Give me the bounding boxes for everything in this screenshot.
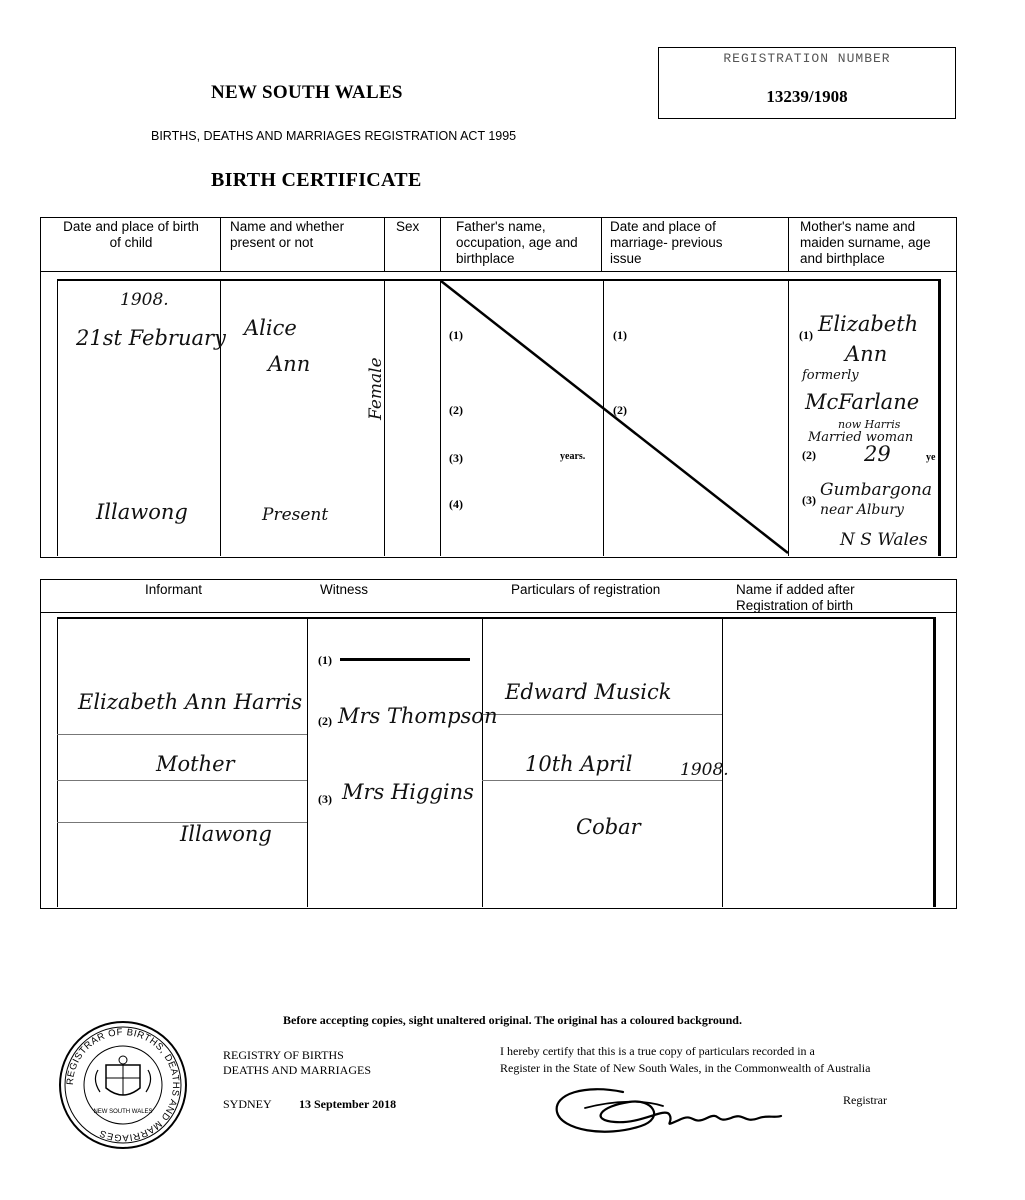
certification-line1: I hereby certify that this is a true copy of particulars recorded in a bbox=[500, 1044, 815, 1058]
father-item-number: (3) bbox=[449, 451, 463, 465]
registration-number-label: REGISTRATION NUMBER bbox=[723, 51, 891, 66]
ledger-rule bbox=[57, 734, 307, 735]
mother-birthplace: Gumbargona bbox=[820, 480, 932, 500]
certificate-title: BIRTH CERTIFICATE bbox=[211, 169, 422, 191]
registration-details-table bbox=[40, 579, 957, 909]
mother-age-unit: ye bbox=[926, 452, 936, 463]
witness-name: Mrs Thompson bbox=[338, 704, 498, 728]
registration-date: 10th April bbox=[525, 752, 633, 776]
table1-header-divider bbox=[788, 217, 789, 272]
registry-name-line2: DEATHS AND MARRIAGES bbox=[223, 1063, 372, 1077]
witness-item-number: (3) bbox=[318, 792, 332, 806]
state-title: NEW SOUTH WALES bbox=[211, 82, 403, 103]
ledger-rule bbox=[482, 714, 722, 715]
registrar-signature-image bbox=[545, 1078, 785, 1148]
mother-second-name: Ann bbox=[845, 342, 888, 366]
column-header-date-place: Date and place of birth of child bbox=[63, 219, 199, 250]
mother-first-name: Elizabeth bbox=[818, 312, 919, 336]
column-header-marriage: Date and place of marriage- previous issue bbox=[610, 219, 723, 266]
mother-item-number: (2) bbox=[802, 448, 816, 462]
witness-blank-line bbox=[340, 658, 470, 661]
table1-header-divider bbox=[220, 217, 221, 272]
registrar-label: Registrar bbox=[843, 1093, 887, 1107]
seal-text: REGISTRAR OF BIRTHS, DEATHS AND MARRIAGES bbox=[64, 1026, 182, 1144]
ledger-rule bbox=[57, 617, 58, 907]
ledger-rule bbox=[307, 617, 308, 907]
authenticity-note: Before accepting copies, sight unaltered original. The original has a coloured background. bbox=[283, 1013, 742, 1027]
registry-seal bbox=[58, 1020, 188, 1150]
birth-date: 21st February bbox=[76, 326, 226, 350]
ledger-rule bbox=[220, 279, 221, 556]
registry-name-line1: REGISTRY OF BIRTHS bbox=[223, 1048, 344, 1062]
child-sex: Female bbox=[366, 357, 386, 420]
ledger-rule bbox=[933, 617, 936, 907]
father-item-number: (4) bbox=[449, 497, 463, 511]
column-header-witness: Witness bbox=[320, 582, 369, 597]
seal-inner-text: NEW SOUTH WALES bbox=[93, 1109, 153, 1115]
table1-header-divider bbox=[40, 271, 957, 272]
ledger-rule bbox=[482, 617, 483, 907]
informant-place: Illawong bbox=[180, 822, 272, 846]
mother-birthplace-state: N S Wales bbox=[840, 530, 928, 550]
ledger-rule bbox=[938, 279, 941, 556]
father-item-number: (2) bbox=[449, 403, 463, 417]
column-header-name-added: Name if added after Registration of birth bbox=[736, 582, 855, 613]
marriage-item-number: (2) bbox=[613, 403, 627, 417]
column-header-sex: Sex bbox=[396, 219, 420, 234]
column-header-mother: Mother's name and maiden surname, age and birthplace bbox=[800, 219, 931, 266]
certification-line2: Register in the State of New South Wales, in the Commonwealth of Australia bbox=[500, 1061, 871, 1075]
registration-number-box bbox=[658, 47, 956, 119]
mother-now: now Harris bbox=[838, 418, 901, 431]
child-first-name: Alice bbox=[244, 316, 297, 340]
registration-place: Cobar bbox=[576, 815, 641, 839]
registration-number: 13239/1908 bbox=[766, 87, 848, 106]
witness-item-number: (2) bbox=[318, 714, 332, 728]
present-status: Present bbox=[262, 505, 329, 525]
table1-header-divider bbox=[601, 217, 602, 272]
mother-birthplace-near: near Albury bbox=[820, 502, 904, 518]
column-header-name: Name and whether present or not bbox=[230, 219, 345, 250]
mother-formerly: formerly bbox=[802, 368, 859, 383]
ledger-rule bbox=[57, 780, 307, 781]
table1-header-divider bbox=[384, 217, 385, 272]
table1-header-divider bbox=[440, 217, 441, 272]
registrar-signature: Edward Musick bbox=[505, 680, 672, 704]
informant-name: Elizabeth Ann Harris bbox=[78, 690, 303, 714]
birth-year: 1908. bbox=[120, 290, 169, 310]
strike-through-line bbox=[440, 279, 790, 559]
birth-place: Illawong bbox=[96, 500, 188, 524]
column-header-informant: Informant bbox=[145, 582, 203, 597]
registration-year: 1908. bbox=[680, 760, 729, 780]
ledger-rule bbox=[482, 780, 722, 781]
column-header-father: Father's name, occupation, age and birthplace bbox=[456, 219, 578, 266]
years-label: years. bbox=[560, 451, 586, 462]
mother-age: 29 bbox=[864, 442, 891, 466]
ledger-rule bbox=[57, 617, 936, 619]
ledger-rule bbox=[57, 279, 58, 556]
witness-item-number: (1) bbox=[318, 653, 332, 667]
witness-name: Mrs Higgins bbox=[342, 780, 474, 804]
child-second-name: Ann bbox=[268, 352, 311, 376]
mother-item-number: (1) bbox=[799, 328, 813, 342]
column-header-particulars: Particulars of registration bbox=[511, 582, 661, 597]
father-item-number: (1) bbox=[449, 328, 463, 342]
marriage-item-number: (1) bbox=[613, 328, 627, 342]
mother-status: Married woman bbox=[808, 430, 914, 445]
informant-relation: Mother bbox=[156, 752, 235, 776]
issue-city: SYDNEY bbox=[223, 1097, 272, 1111]
act-line: BIRTHS, DEATHS AND MARRIAGES REGISTRATION ACT 1995 bbox=[151, 129, 517, 143]
mother-maiden-name: McFarlane bbox=[805, 390, 920, 414]
mother-item-number: (3) bbox=[802, 493, 816, 507]
issue-date: 13 September 2018 bbox=[299, 1097, 397, 1111]
